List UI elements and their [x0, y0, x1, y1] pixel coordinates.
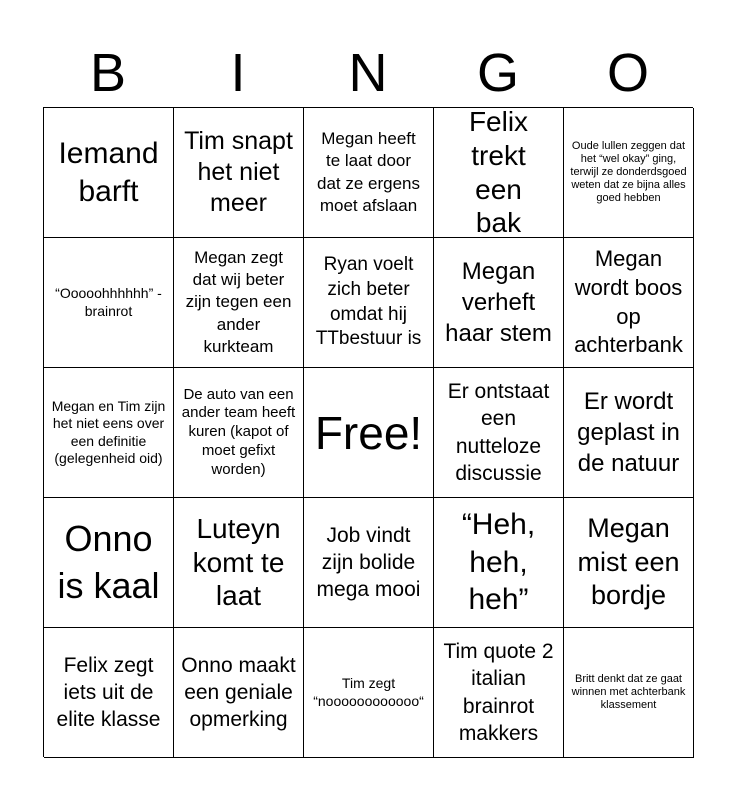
- bingo-cell[interactable]: [304, 498, 434, 628]
- cell-text: Oude lullen zeggen dat het “wel okay” ging, terwijl ze donderdsgoed weten dat ze bijna alles goed hebben: [570, 139, 687, 205]
- bingo-cell[interactable]: [564, 238, 694, 368]
- bingo-cell[interactable]: [44, 498, 174, 628]
- cell-text: Megan wordt boos op achterbank: [574, 246, 683, 358]
- cell-text: Felix zegt iets uit de elite klasse: [56, 653, 161, 732]
- cell-text: De auto van een ander team heeft kuren (kapot of moet gefixt worden): [181, 385, 296, 478]
- bingo-cell[interactable]: [434, 368, 564, 498]
- header-letter-g: G: [476, 43, 519, 103]
- header-letter-o: O: [606, 43, 649, 103]
- bingo-cell[interactable]: [304, 628, 434, 758]
- cell-text: Britt denkt dat ze gaat winnen met achterbankklassement: [571, 672, 686, 712]
- cell-text: Tim quote 2 italian brainrot makkers: [443, 639, 554, 745]
- free-cell[interactable]: [304, 368, 434, 498]
- bingo-cell[interactable]: [44, 368, 174, 498]
- header-letter-i: I: [230, 43, 246, 103]
- free-text: Free!: [314, 406, 423, 459]
- cell-text: Megan zegt dat wij beter zijn tegen een ander kurkteam: [185, 248, 292, 356]
- bingo-cell[interactable]: [304, 238, 434, 368]
- cell-text: Iemand barft: [58, 137, 159, 208]
- cell-text: Job vindt zijn bolide mega mooi: [316, 523, 421, 602]
- bingo-cell[interactable]: [174, 238, 304, 368]
- cell-text: “Ooooohhhhhh” - brainrot: [55, 285, 162, 319]
- cell-text: Ryan voelt zich beter omdat hij TTbestuur is: [315, 254, 422, 350]
- cell-text: Megan en Tim zijn het niet eens over een definitie (gelegenheid oid): [51, 397, 166, 466]
- bingo-cell[interactable]: [434, 498, 564, 628]
- bingo-cell[interactable]: [174, 368, 304, 498]
- cell-text: Tim snapt het niet meer: [184, 126, 293, 218]
- bingo-cell[interactable]: [434, 628, 564, 758]
- bingo-cell[interactable]: [564, 498, 694, 628]
- cell-text: Luteyn komt te laat: [192, 513, 285, 612]
- bingo-header: [43, 40, 693, 106]
- cell-text: Felix trekt een bak: [468, 108, 529, 238]
- cell-text: Onno maakt een geniale opmerking: [181, 653, 296, 732]
- bingo-board: [43, 107, 693, 757]
- bingo-cell[interactable]: [434, 238, 564, 368]
- cell-text: Er ontstaat een nutteloze discussie: [447, 379, 550, 485]
- bingo-cell[interactable]: [304, 108, 434, 238]
- bingo-cell[interactable]: [174, 108, 304, 238]
- bingo-cell[interactable]: [174, 498, 304, 628]
- bingo-cell[interactable]: [44, 108, 174, 238]
- bingo-cell[interactable]: [564, 108, 694, 238]
- bingo-cell[interactable]: [434, 108, 564, 238]
- cell-text: Megan mist een bordje: [577, 512, 680, 611]
- cell-text: Megan heeft te laat door dat ze ergens moet afslaan: [316, 129, 420, 215]
- bingo-cell[interactable]: [174, 628, 304, 758]
- cell-text: Onno is kaal: [57, 517, 160, 606]
- header-letter-n: N: [348, 43, 388, 103]
- cell-text: Tim zegt “noooooooooooo“: [313, 675, 424, 709]
- bingo-cell[interactable]: [44, 628, 174, 758]
- cell-text: “Heh, heh, heh”: [461, 508, 536, 617]
- header-letter-b: B: [89, 43, 127, 103]
- bingo-cell[interactable]: [564, 628, 694, 758]
- bingo-cell[interactable]: [44, 238, 174, 368]
- cell-text: Er wordt geplast in de natuur: [577, 387, 680, 478]
- cell-text: Megan verheft haar stem: [445, 257, 552, 348]
- bingo-cell[interactable]: [564, 368, 694, 498]
